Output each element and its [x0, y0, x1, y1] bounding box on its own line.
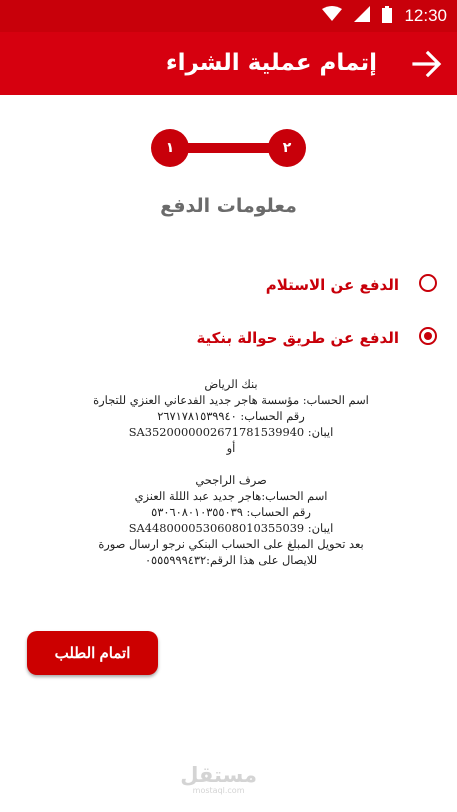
- status-time: 12:30: [404, 6, 447, 25]
- watermark-logo: [180, 764, 257, 795]
- step-1: ١: [151, 129, 189, 167]
- payment-option-label: الدفع عن الاستلام: [265, 276, 399, 294]
- bank2-account-number: رقم الحساب: ٥٣٠٦٠٨٠١٠٣٥٥٠٣٩: [151, 505, 311, 519]
- signal-icon: [354, 6, 370, 26]
- bank2-name: صرف الراجحي: [195, 473, 267, 487]
- bank2-iban: ايبان: SA4480000530608010355039: [128, 521, 334, 535]
- app-bar: [0, 32, 457, 95]
- watermark-text: مستقل: [180, 763, 257, 787]
- page-title: إتمام عملية الشراء: [165, 50, 377, 76]
- radio-bank-transfer[interactable]: [419, 327, 437, 345]
- radio-cash-on-delivery[interactable]: [419, 274, 437, 292]
- bank2-account-name: اسم الحساب:هاجر جديد عبد الللة العنزي: [134, 489, 328, 503]
- transfer-note-line1: بعد تحويل المبلغ على الحساب البنكي نرجو ارسال صورة: [98, 537, 364, 551]
- complete-order-button[interactable]: اتمام الطلب: [27, 631, 158, 675]
- payment-option-bank-transfer[interactable]: [196, 325, 399, 351]
- status-bar: [0, 0, 457, 32]
- section-title: معلومات الدفع: [160, 195, 297, 217]
- step-2: ٢: [268, 129, 306, 167]
- or-separator: أو: [226, 441, 236, 455]
- payment-option-cash-on-delivery[interactable]: [266, 272, 399, 298]
- payment-option-label: الدفع عن طريق حوالة بنكية: [196, 329, 399, 347]
- transfer-note-line2: للايصال على هذا الرقم:٠٥٥٥٩٩٩٤٣٢: [144, 553, 318, 567]
- battery-icon: [382, 6, 392, 27]
- bank1-name: بنك الرياض: [204, 377, 258, 391]
- arrow-right-icon: [411, 48, 443, 80]
- bank-info: [20, 376, 442, 568]
- wifi-icon: [322, 6, 342, 26]
- bank1-account-number: رقم الحساب: ٢٦٧١٧٨١٥٣٩٩٤٠: [157, 409, 305, 423]
- back-button[interactable]: [411, 48, 443, 80]
- watermark-url: mostaql.com: [192, 786, 245, 795]
- bank1-iban: ايبان: SA3520000002671781539940: [128, 425, 334, 439]
- step-indicator: [151, 129, 306, 167]
- bank1-account-name: اسم الحساب: مؤسسة هاجر جديد الفدعاني العنزي للتجارة: [93, 393, 369, 407]
